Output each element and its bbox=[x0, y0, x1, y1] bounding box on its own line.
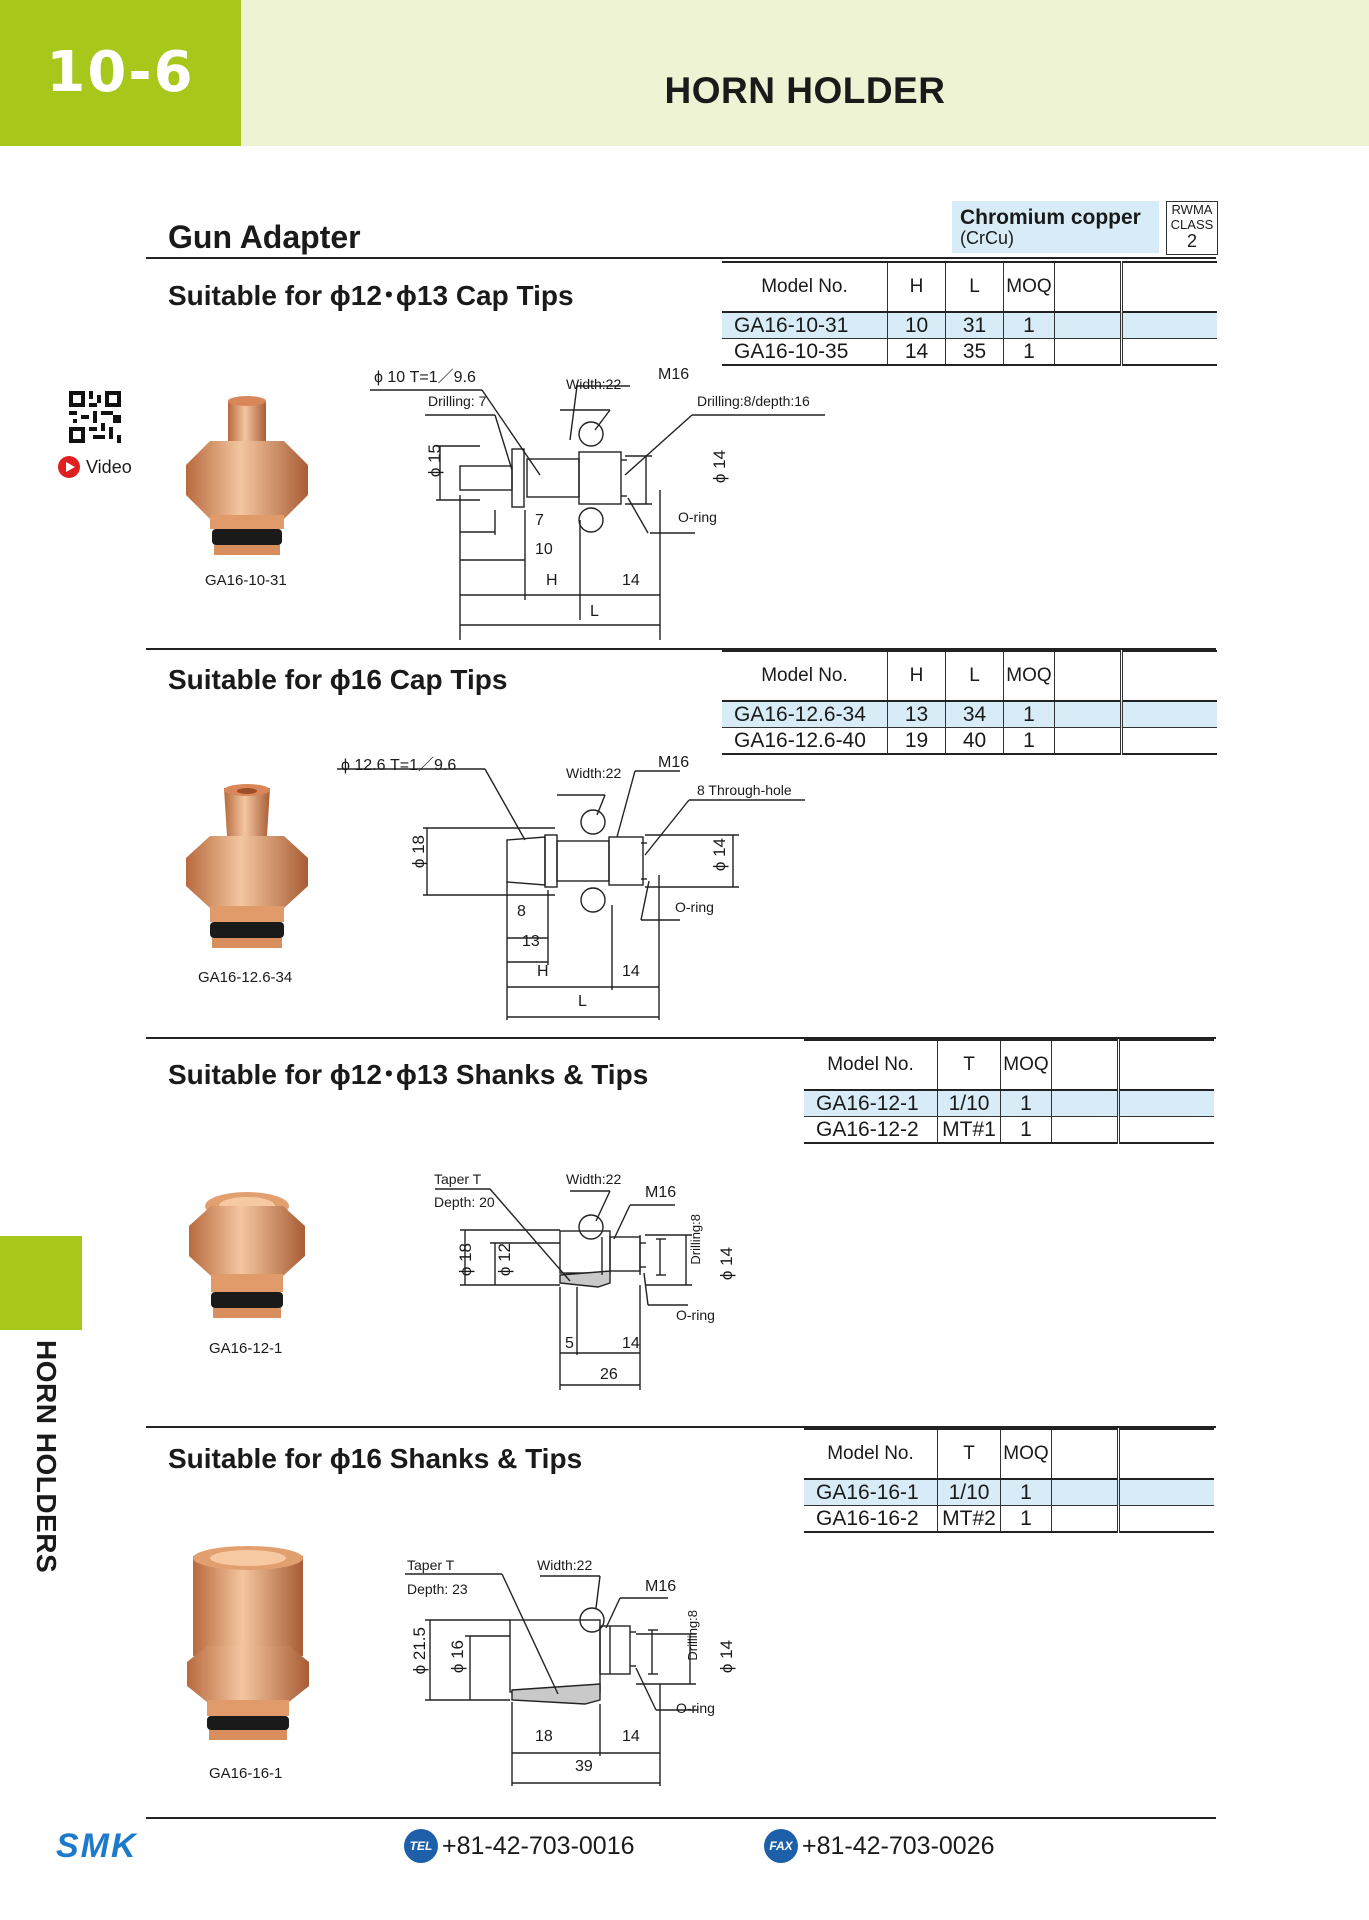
model-cell: GA16-12-2 bbox=[804, 1117, 938, 1144]
model-cell: GA16-12.6-40 bbox=[722, 728, 888, 755]
table-cell bbox=[1055, 701, 1122, 728]
table-cell bbox=[1119, 1117, 1215, 1144]
spec-table bbox=[804, 1428, 1214, 1533]
page-title: Gun Adapter bbox=[168, 219, 361, 255]
dim-phi-taper: ϕ 12.6 T=1／9.6 bbox=[341, 757, 457, 774]
table-cell: 14 bbox=[888, 339, 946, 366]
table-cell bbox=[1055, 728, 1122, 755]
table-cell: 35 bbox=[946, 339, 1004, 366]
table-row bbox=[722, 312, 1217, 339]
photo-caption: GA16-16-1 bbox=[209, 1765, 283, 1782]
col-header: H bbox=[888, 651, 946, 701]
section-title: Suitable for ϕ16 Shanks & Tips bbox=[168, 1443, 583, 1474]
dim-diameter: ϕ 15 bbox=[425, 444, 444, 478]
rwma-class-value: 2 bbox=[1186, 231, 1197, 251]
dim-value: 39 bbox=[575, 1758, 593, 1775]
dim-value: H bbox=[546, 572, 558, 589]
spec-table bbox=[722, 261, 1217, 366]
table-cell bbox=[1055, 339, 1122, 366]
col-header: L bbox=[946, 651, 1004, 701]
rwma-label: RWMA bbox=[1171, 202, 1213, 217]
col-blank bbox=[1119, 1429, 1215, 1479]
col-header: T bbox=[938, 1429, 1001, 1479]
section-title: Suitable for ϕ16 Cap Tips bbox=[168, 664, 508, 695]
col-header: T bbox=[938, 1040, 1001, 1090]
dim-drilling: Drilling:8 bbox=[685, 1610, 700, 1661]
table-row bbox=[804, 1479, 1214, 1506]
rwma-class-badge bbox=[1166, 201, 1218, 255]
col-blank bbox=[1122, 651, 1218, 701]
col-header: MOQ bbox=[1004, 262, 1055, 312]
table-cell: MT#2 bbox=[938, 1506, 1001, 1533]
dim-depth: Depth: 23 bbox=[407, 1581, 468, 1597]
dim-oring: O-ring bbox=[678, 509, 717, 525]
dim-oring: O-ring bbox=[675, 899, 714, 915]
section-title: Suitable for ϕ12･ϕ13 Cap Tips bbox=[168, 280, 574, 311]
table-cell bbox=[1052, 1117, 1119, 1144]
model-cell: GA16-12-1 bbox=[804, 1090, 938, 1117]
dim-drilling: Drilling: 7 bbox=[428, 393, 487, 409]
table-cell bbox=[1055, 312, 1122, 339]
dim-value: 7 bbox=[535, 512, 544, 529]
table-cell bbox=[1119, 1506, 1215, 1533]
table-row bbox=[804, 1117, 1214, 1144]
tel-icon: TEL bbox=[404, 1829, 438, 1863]
table-cell: 1 bbox=[1004, 339, 1055, 366]
qr-code-icon[interactable] bbox=[69, 391, 121, 443]
col-header: Model No. bbox=[722, 262, 888, 312]
model-cell: GA16-16-2 bbox=[804, 1506, 938, 1533]
col-blank bbox=[1122, 262, 1218, 312]
section-title: Suitable for ϕ12･ϕ13 Shanks & Tips bbox=[168, 1059, 649, 1090]
footer-divider bbox=[146, 1817, 1216, 1819]
side-tab-marker bbox=[0, 1236, 82, 1330]
col-blank bbox=[1055, 651, 1122, 701]
col-blank bbox=[1055, 262, 1122, 312]
dim-diameter: ϕ 14 bbox=[717, 1247, 736, 1281]
dim-value: 13 bbox=[522, 933, 540, 950]
table-row bbox=[722, 339, 1217, 366]
fax-contact[interactable] bbox=[764, 1829, 995, 1863]
table-cell bbox=[1122, 728, 1218, 755]
table-cell: 1/10 bbox=[938, 1090, 1001, 1117]
table-cell bbox=[1119, 1090, 1215, 1117]
dim-diameter: ϕ 16 bbox=[448, 1640, 467, 1674]
video-label: Video bbox=[86, 456, 132, 477]
col-header: MOQ bbox=[1001, 1040, 1052, 1090]
table-cell bbox=[1122, 312, 1218, 339]
tel-contact[interactable] bbox=[404, 1829, 635, 1863]
table-cell bbox=[1052, 1090, 1119, 1117]
table-row bbox=[722, 728, 1217, 755]
dim-diameter: ϕ 14 bbox=[710, 838, 729, 872]
table-cell: 10 bbox=[888, 312, 946, 339]
table-cell: 40 bbox=[946, 728, 1004, 755]
dim-value: L bbox=[590, 603, 599, 620]
dim-width: Width:22 bbox=[566, 376, 622, 392]
dim-diameter: ϕ 12 bbox=[495, 1243, 514, 1277]
col-blank bbox=[1052, 1040, 1119, 1090]
title-divider bbox=[146, 257, 1216, 259]
table-cell: MT#1 bbox=[938, 1117, 1001, 1144]
dim-value: 5 bbox=[565, 1335, 574, 1352]
side-tab-label: HORN HOLDERS bbox=[31, 1340, 62, 1574]
model-cell: GA16-10-35 bbox=[722, 339, 888, 366]
photo-caption: GA16-10-31 bbox=[205, 572, 287, 589]
dim-value: 14 bbox=[622, 572, 640, 589]
product-photo bbox=[180, 395, 314, 565]
rwma-class-label: CLASS bbox=[1170, 217, 1214, 232]
dim-diameter: ϕ 18 bbox=[456, 1243, 475, 1277]
table-cell: 1 bbox=[1001, 1479, 1052, 1506]
table-cell bbox=[1052, 1479, 1119, 1506]
dim-width: Width:22 bbox=[537, 1557, 593, 1573]
table-cell: 34 bbox=[946, 701, 1004, 728]
dim-phi-taper: ϕ 10 T=1／9.6 bbox=[374, 369, 476, 386]
dim-value: 18 bbox=[535, 1728, 553, 1745]
col-header: H bbox=[888, 262, 946, 312]
dim-thread: M16 bbox=[645, 1578, 677, 1595]
dim-diameter: ϕ 18 bbox=[409, 835, 428, 869]
material-name: Chromium copper bbox=[960, 206, 1141, 229]
dim-drilling: Drilling:8 bbox=[688, 1214, 703, 1265]
dim-oring: O-ring bbox=[676, 1307, 715, 1323]
model-cell: GA16-16-1 bbox=[804, 1479, 938, 1506]
table-cell: 1 bbox=[1001, 1506, 1052, 1533]
tel-number: +81-42-703-0016 bbox=[442, 1831, 635, 1860]
dim-taper: Taper T bbox=[434, 1171, 482, 1187]
dim-value: 14 bbox=[622, 963, 640, 980]
product-photo bbox=[180, 782, 314, 957]
product-photo bbox=[185, 1190, 310, 1325]
dim-taper: Taper T bbox=[407, 1557, 455, 1573]
video-link[interactable] bbox=[58, 456, 132, 478]
table-cell: 1 bbox=[1004, 312, 1055, 339]
dim-value: 8 bbox=[517, 903, 526, 920]
photo-caption: GA16-12-1 bbox=[209, 1340, 283, 1357]
dim-drilling-depth: Drilling:8/depth:16 bbox=[697, 393, 810, 409]
table-cell bbox=[1122, 701, 1218, 728]
table-cell bbox=[1052, 1506, 1119, 1533]
dim-oring: O-ring bbox=[676, 1700, 715, 1716]
dim-value: 14 bbox=[622, 1728, 640, 1745]
dim-depth: Depth: 20 bbox=[434, 1194, 495, 1210]
dim-diameter: ϕ 14 bbox=[710, 450, 729, 484]
col-header: MOQ bbox=[1004, 651, 1055, 701]
dim-width: Width:22 bbox=[566, 1171, 622, 1187]
model-cell: GA16-10-31 bbox=[722, 312, 888, 339]
fax-number: +81-42-703-0026 bbox=[802, 1831, 995, 1860]
col-header: Model No. bbox=[804, 1429, 938, 1479]
col-blank bbox=[1119, 1040, 1215, 1090]
table-cell: 13 bbox=[888, 701, 946, 728]
dim-value: 10 bbox=[535, 541, 553, 558]
table-cell bbox=[1122, 339, 1218, 366]
dim-thread: M16 bbox=[645, 1184, 677, 1201]
dim-value: 14 bbox=[622, 1335, 640, 1352]
col-header: Model No. bbox=[804, 1040, 938, 1090]
table-row bbox=[804, 1090, 1214, 1117]
product-photo bbox=[183, 1546, 313, 1746]
material-symbol: (CrCu) bbox=[960, 228, 1014, 248]
col-blank bbox=[1052, 1429, 1119, 1479]
company-logo bbox=[56, 1831, 160, 1861]
dim-value: L bbox=[578, 993, 587, 1010]
table-row bbox=[804, 1506, 1214, 1533]
table-cell: 1 bbox=[1004, 728, 1055, 755]
dim-width: Width:22 bbox=[566, 765, 622, 781]
table-cell: 1/10 bbox=[938, 1479, 1001, 1506]
table-cell bbox=[1119, 1479, 1215, 1506]
col-header: Model No. bbox=[722, 651, 888, 701]
table-cell: 1 bbox=[1001, 1090, 1052, 1117]
table-row bbox=[722, 701, 1217, 728]
spec-table bbox=[722, 650, 1217, 755]
col-header: L bbox=[946, 262, 1004, 312]
model-cell: GA16-12.6-34 bbox=[722, 701, 888, 728]
fax-icon: FAX bbox=[764, 1829, 798, 1863]
spec-table bbox=[804, 1039, 1214, 1144]
dim-value: 26 bbox=[600, 1366, 618, 1383]
col-header: MOQ bbox=[1001, 1429, 1052, 1479]
dim-diameter: ϕ 14 bbox=[717, 1640, 736, 1674]
table-cell: 19 bbox=[888, 728, 946, 755]
svg-text:SMK: SMK bbox=[56, 1831, 138, 1861]
dim-through-hole: 8 Through-hole bbox=[697, 782, 792, 798]
dim-thread: M16 bbox=[658, 754, 690, 771]
dim-diameter: ϕ 21.5 bbox=[410, 1627, 429, 1675]
photo-caption: GA16-12.6-34 bbox=[198, 969, 293, 986]
dim-value: H bbox=[537, 963, 549, 980]
table-cell: 1 bbox=[1004, 701, 1055, 728]
page-header-title: HORN HOLDER bbox=[664, 70, 946, 111]
table-cell: 31 bbox=[946, 312, 1004, 339]
table-cell: 1 bbox=[1001, 1117, 1052, 1144]
page-number-badge: 10-6 bbox=[0, 0, 241, 146]
dimension-diagram bbox=[420, 370, 760, 635]
dim-thread: M16 bbox=[658, 366, 690, 383]
play-icon bbox=[58, 456, 80, 478]
